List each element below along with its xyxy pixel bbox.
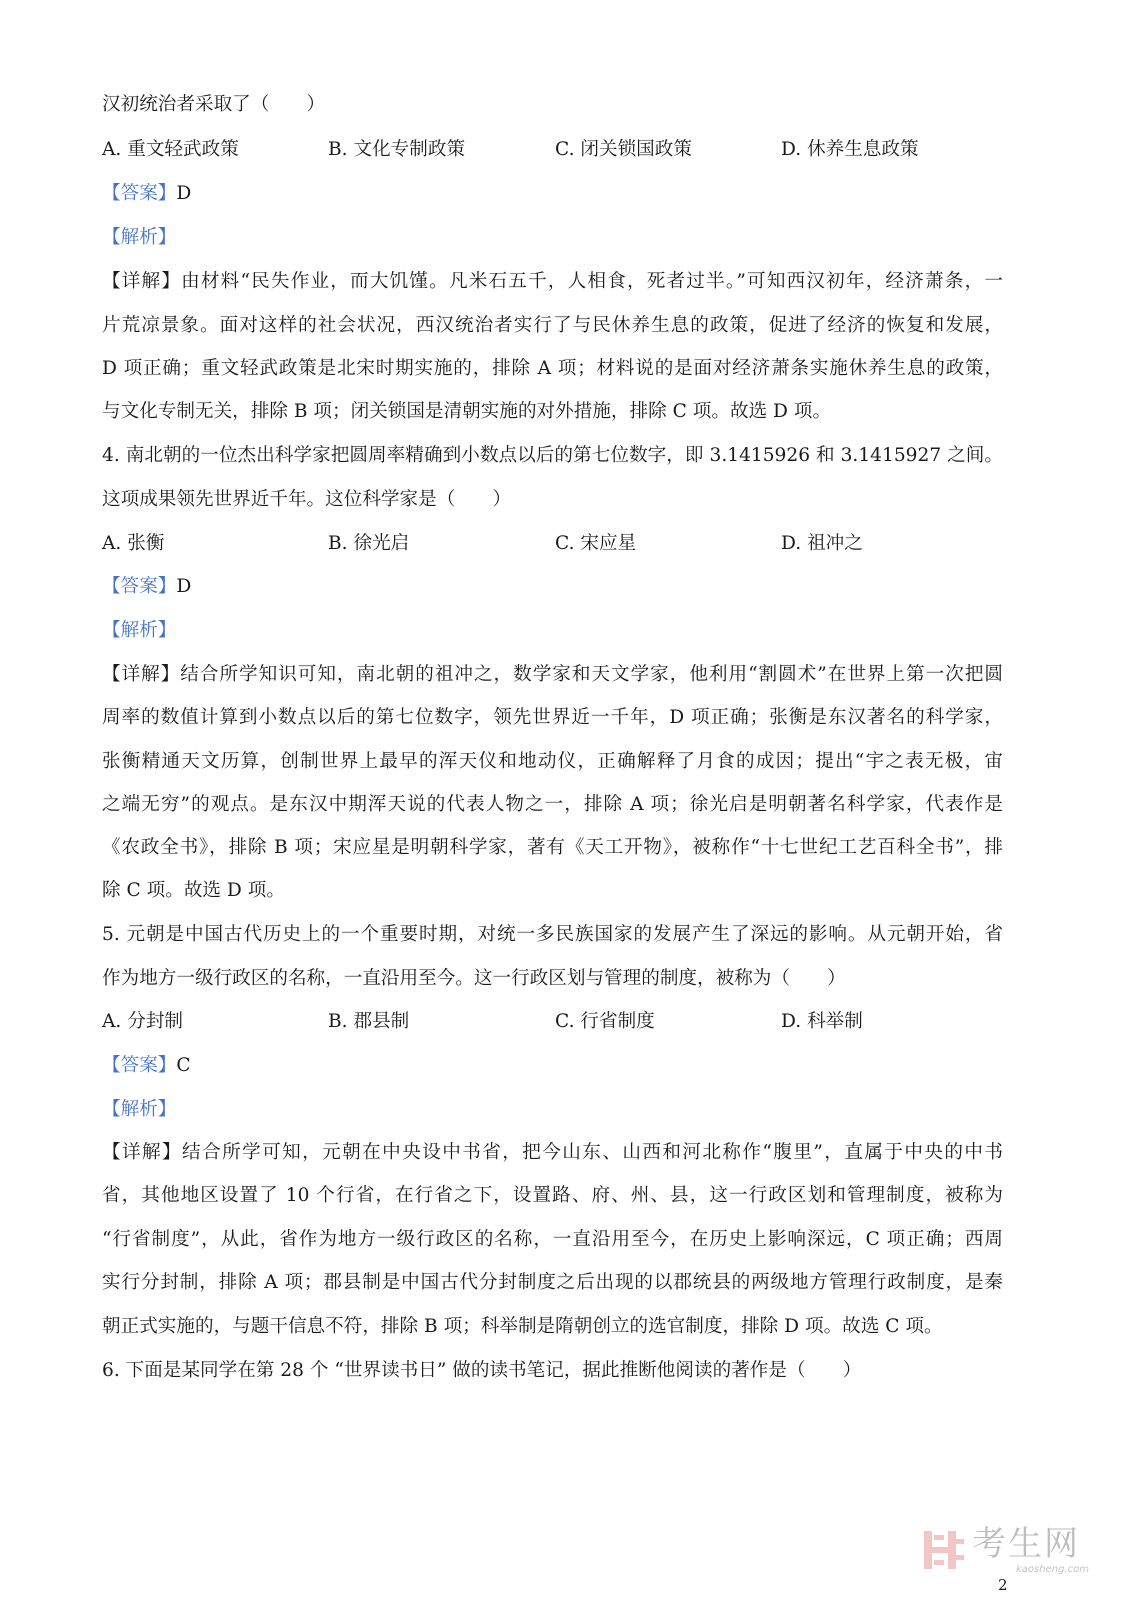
detail-line: 【详解】结合所学可知，元朝在中央设中书省，把今山东、山西和河北称作“腹里”，直属于中央的中书: [102, 1142, 1003, 1163]
answer-label: 【答案】: [102, 1055, 177, 1076]
option-c: C. 行省制度: [555, 1011, 655, 1032]
detail-line: 实行分封制，排除 A 项；郡县制是中国古代分封制度之后出现的以郡统县的两级地方管理行政制度，是秦: [102, 1272, 1003, 1293]
question-stem: 6. 下面是某同学在第 28 个 “世界读书日” 做的读书笔记，据此推断他阅读的著作是（ ）: [102, 1360, 862, 1381]
question-stem: 作为地方一级行政区的名称，一直沿用至今。这一行政区划与管理的制度，被称为（ ）: [102, 968, 846, 989]
option-a: A. 张衡: [102, 533, 165, 554]
option-a: A. 分封制: [102, 1011, 184, 1032]
question-stem: 汉初统治者采取了（ ）: [102, 94, 326, 115]
detail-line: 周率的数值计算到小数点以后的第七位数字，领先世界近一千年，D 项正确；张衡是东汉著名的科学家，: [102, 707, 1003, 728]
detail-line: 《农政全书》，排除 B 项；宋应星是明朝科学家，著有《天工开物》，被称作“十七世纪工艺百科全书”，排: [102, 837, 1003, 858]
option-d: D. 科举制: [781, 1011, 863, 1032]
page-number: 2: [998, 1576, 1008, 1594]
option-d: D. 休养生息政策: [781, 139, 919, 160]
answer-value: D: [176, 183, 192, 204]
detail-line: 朝正式实施的，与题干信息不符，排除 B 项；科举制是隋朝创立的选官制度，排除 D 项。故选 C 项。: [102, 1316, 943, 1337]
answer-line: [102, 574, 1003, 600]
option-c: C. 闭关锁国政策: [555, 139, 692, 160]
question-stem: 4. 南北朝的一位杰出科学家把圆周率精确到小数点以后的第七位数字，即 3.1415926 和 3.1415927 之间。: [102, 445, 1003, 466]
answer-line: [102, 181, 1003, 207]
kaosheng-logo-icon: [922, 1527, 966, 1573]
detail-line: 与文化专制无关，排除 B 项；闭关锁国是清朝实施的对外措施，排除 C 项。故选 D 项。: [102, 401, 832, 422]
answer-line: [102, 1053, 1003, 1079]
option-b: B. 徐光启: [328, 533, 410, 554]
watermark-brand: 考生网: [972, 1524, 1080, 1564]
detail-line: 除 C 项。故选 D 项。: [102, 880, 285, 901]
analysis-label: 【解析】: [102, 620, 177, 641]
question-stem: 这项成果领先世界近千年。这位科学家是（ ）: [102, 489, 512, 510]
question-stem: 5. 元朝是中国古代历史上的一个重要时期，对统一多民族国家的发展产生了深远的影响。从元朝开始，省: [102, 924, 1003, 945]
watermark-domain: kaosheng.com: [1016, 1564, 1089, 1575]
detail-line: 【详解】结合所学知识可知，南北朝的祖冲之，数学家和天文学家，他利用“割圆术”在世界上第一次把圆: [102, 664, 1003, 685]
answer-label: 【答案】: [102, 576, 177, 597]
detail-line: 张衡精通天文历算，创制世界上最早的浑天仪和地动仪，正确解释了月食的成因；提出“宇之表无极，宙: [102, 751, 1003, 772]
detail-line: 之端无穷”的观点。是东汉中期浑天说的代表人物之一，排除 A 项；徐光启是明朝著名科学家，代表作是: [102, 794, 1003, 815]
option-d: D. 祖冲之: [781, 533, 863, 554]
analysis-label: 【解析】: [102, 227, 177, 248]
answer-value: C: [176, 1055, 191, 1076]
answer-value: D: [176, 576, 192, 597]
detail-line: 【详解】由材料“民失作业，而大饥馑。凡米石五千，人相食，死者过半。”可知西汉初年，经济萧条，一: [102, 271, 1003, 292]
option-b: B. 文化专制政策: [328, 139, 466, 160]
detail-line: “行省制度”，从此，省作为地方一级行政区的名称，一直沿用至今，在历史上影响深远，C 项正确；西周: [102, 1229, 1003, 1250]
option-c: C. 宋应星: [555, 533, 637, 554]
option-b: B. 郡县制: [328, 1011, 410, 1032]
answer-label: 【答案】: [102, 183, 177, 204]
detail-line: D 项正确；重文轻武政策是北宋时期实施的，排除 A 项；材料说的是面对经济萧条实施休养生息的政策，: [102, 358, 1003, 379]
analysis-label: 【解析】: [102, 1099, 177, 1120]
detail-line: 省，其他地区设置了 10 个行省，在行省之下，设置路、府、州、县，这一行政区划和管理制度，被称为: [102, 1185, 1003, 1206]
detail-line: 片荒凉景象。面对这样的社会状况，西汉统治者实行了与民休养生息的政策，促进了经济的恢复和发展，: [102, 315, 1003, 336]
option-a: A. 重文轻武政策: [102, 139, 239, 160]
